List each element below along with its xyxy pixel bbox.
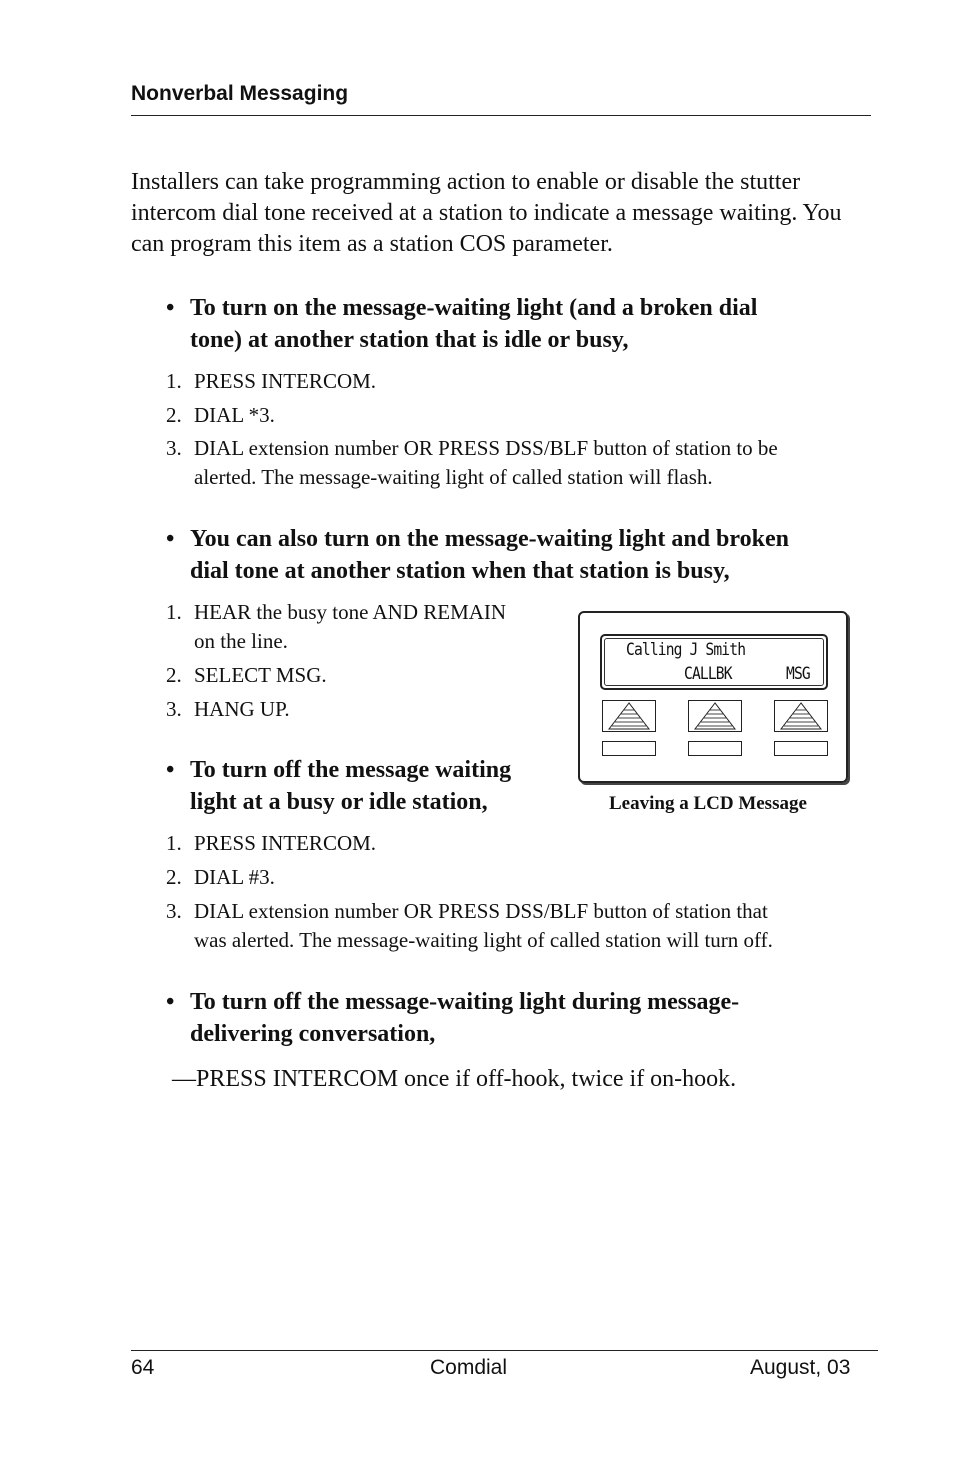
figure-caption: Leaving a LCD Message	[609, 793, 807, 814]
lcd-softkey-label-msg: MSG	[786, 664, 810, 684]
softkey-triangle-icon	[775, 701, 827, 731]
section1-step-2: 2. DIAL *3.	[166, 403, 275, 427]
intro-paragraph: Installers can take programming action to enable or disable the stutter intercom dial tone received at a station to indicate a message waiting. You can program this item as a station COS parameter.	[131, 169, 842, 257]
section2-heading-line2: dial tone at another station when that station is busy,	[190, 558, 730, 584]
section4-heading-line2: delivering conversation,	[190, 1021, 436, 1047]
softkey-button-2[interactable]	[688, 700, 742, 732]
section2-step-2: 2. SELECT MSG.	[166, 663, 327, 687]
section2-heading-line1: You can also turn on the message-waiting light and broken	[190, 526, 789, 552]
section3-heading	[166, 754, 560, 818]
section3-step-3: 3. DIAL extension number OR PRESS DSS/BLF button of station that was alerted. The message-waiting light of called station will turn off.	[166, 899, 773, 952]
lcd-line-1: Calling J Smith	[626, 640, 746, 660]
section4-heading	[166, 986, 870, 1050]
section3-heading-line1: To turn off the message waiting	[190, 757, 512, 783]
footer-company: Comdial	[430, 1356, 508, 1379]
section3-heading-line2: light at a busy or idle station,	[190, 789, 488, 815]
bullet-icon: •	[166, 526, 175, 552]
lcd-softkey-label-callbk: CALLBK	[684, 664, 732, 684]
softkey-button-3[interactable]	[774, 700, 828, 732]
bullet-icon: •	[166, 757, 175, 783]
softkey-triangle-icon	[603, 701, 655, 731]
section4-instruction: —PRESS INTERCOM once if off-hook, twice if on-hook.	[172, 1066, 737, 1092]
section1-step-1: 1. PRESS INTERCOM.	[166, 369, 377, 393]
bullet-icon: •	[166, 989, 175, 1015]
softkey-triangle-icon	[689, 701, 741, 731]
footer-rule	[131, 1350, 878, 1351]
header-rule	[131, 115, 871, 116]
softkey-label-slot-3	[774, 741, 828, 756]
section1-heading-line1: To turn on the message-waiting light (and a broken dial	[190, 295, 758, 321]
footer-date: August, 03	[750, 1356, 851, 1379]
page-number: 64	[131, 1356, 155, 1379]
section1-heading-line2: tone) at another station that is idle or busy,	[190, 327, 629, 353]
section4-heading-line1: To turn off the message-waiting light during message-	[190, 989, 740, 1015]
section3-step-2: 2. DIAL #3.	[166, 865, 275, 889]
section1-step-3: 3. DIAL extension number OR PRESS DSS/BLF button of station to be alerted. The message-waiting light of called station will flash.	[166, 436, 778, 489]
section2-step-1: 1. HEAR the busy tone AND REMAIN on the line.	[166, 600, 507, 653]
section1-heading	[166, 292, 870, 356]
softkey-label-slot-2	[688, 741, 742, 756]
section3-step-1: 1. PRESS INTERCOM.	[166, 831, 377, 855]
bullet-icon: •	[166, 295, 175, 321]
section2-heading	[166, 523, 870, 587]
softkey-label-slot-1	[602, 741, 656, 756]
softkey-button-1[interactable]	[602, 700, 656, 732]
running-header: Nonverbal Messaging	[131, 82, 349, 105]
section2-step-3: 3. HANG UP.	[166, 697, 290, 721]
